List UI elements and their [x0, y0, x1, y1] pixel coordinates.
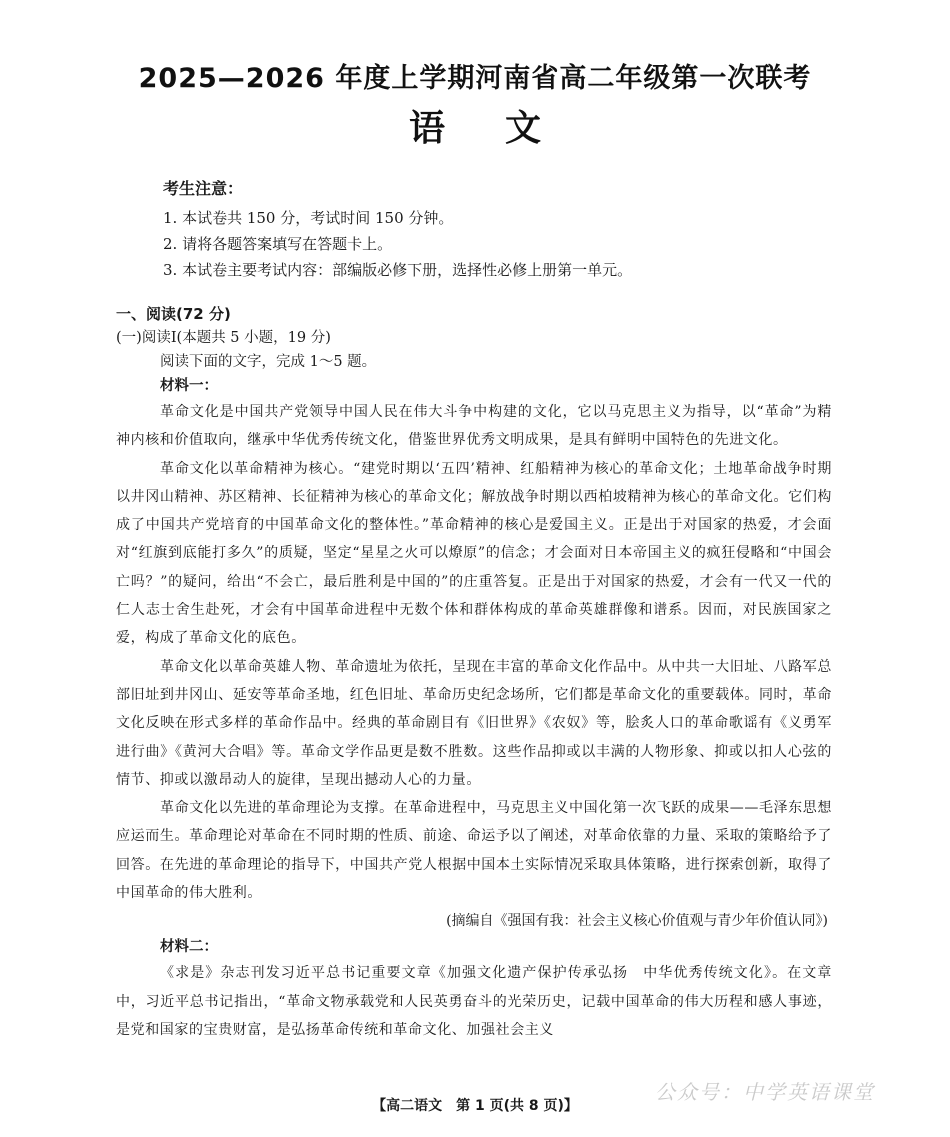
material1-paragraph: 革命文化是中国共产党领导中国人民在伟大斗争中构建的文化，它以马克思主义为指导，以“革命”为精神内核和价值取向，继承中华优秀传统文化，借鉴世界优秀文明成果，是具有鲜明中国特色的先进文化。 — [116, 404, 832, 449]
reading-section — [116, 302, 832, 1044]
page-footer: 【高二语文 第 1 页(共 8 页)】 — [372, 1098, 578, 1114]
watermark-text: 公众号：中学英语课堂 — [655, 1080, 875, 1104]
material1-label: 材料一： — [160, 378, 218, 394]
section-title: 一、阅读(72 分) — [116, 305, 231, 323]
notice-title: 考生注意： — [163, 179, 244, 198]
section-instruction: 阅读下面的文字，完成 1～5 题。 — [160, 354, 377, 370]
exam-title: 2025—2026 年度上学期河南省高二年级第一次联考 — [138, 63, 812, 94]
material2-paragraph: 《求是》杂志刊发习近平总书记重要文章《加强文化遗产保护传承弘扬 中华优秀传统文化》。在文章中，习近平总书记指出，“革命文物承载党和人民英勇奋斗的光荣历史，记载中国革命的伟大历程和感人事迹，是党和国家的宝贵财富，是弘扬革命传统和革命文化、加强社会主义 — [116, 965, 832, 1038]
material1-paragraph: 革命文化以先进的革命理论为支撑。在革命进程中，马克思主义中国化第一次飞跃的成果——毛泽东思想应运而生。革命理论对革命在不同时期的性质、前途、命运予以了阐述，对革命依靠的力量、采取的策略给予了回答。在先进的革命理论的指导下，中国共产党人根据中国本土实际情况采取具体策略，进行探索创新，取得了中国革命的伟大胜利。 — [116, 800, 832, 902]
material1-source: (摘编自《强国有我：社会主义核心价值观与青少年价值认同》) — [446, 913, 828, 930]
notice-block — [163, 176, 863, 283]
material1-paragraph: 革命文化以革命精神为核心。“建党时期以‘五四’精神、红船精神为核心的革命文化；土地革命战争时期以井冈山精神、苏区精神、长征精神为核心的革命文化；解放战争时期以西柏坡精神为核心的革命文化。它们构成了中国共产党培育的中国革命文化的整体性。”革命精神的核心是爱国主义。正是出于对国家的热爱，才会面对“红旗到底能打多久”的质疑，坚定“星星之火可以燎原”的信念；才会面对日本帝国主义的疯狂侵略和“中国会亡吗？”的疑问，给出“不会亡，最后胜利是中国的”的庄重答复。正是出于对国家的热爱，才会有一代又一代的仁人志士舍生赴死，才会有中国革命进程中无数个体和群体构成的革命英雄群像和谱系。因而，对民族国家之爱，构成了革命文化的底色。 — [116, 460, 832, 647]
notice-item: 1. 本试卷共 150 分，考试时间 150 分钟。 — [163, 209, 454, 227]
material2-label: 材料二： — [160, 939, 218, 956]
material1-paragraph: 革命文化以革命英雄人物、革命遗址为依托，呈现在丰富的革命文化作品中。从中共一大旧址、八路军总部旧址到井冈山、延安等革命圣地，红色旧址、革命历史纪念场所，它们都是革命文化的重要载体。同时，革命文化反映在形式多样的革命作品中。经典的革命剧目有《旧世界》《农奴》等，脍炙人口的革命歌谣有《义勇军进行曲》《黄河大合唱》等。革命文学作品更是数不胜数。这些作品抑或以丰满的人物形象、抑或以扣人心弦的情节、抑或以激昂动人的旋律，呈现出撼动人心的力量。 — [116, 658, 832, 788]
notice-item: 3. 本试卷主要考试内容：部编版必修下册，选择性必修上册第一单元。 — [163, 261, 633, 279]
section-subtitle: (一)阅读Ⅰ(本题共 5 小题，19 分) — [116, 330, 331, 346]
notice-item: 2. 请将各题答案填写在答题卡上。 — [163, 235, 393, 253]
subject-title: 语文 — [408, 108, 601, 149]
